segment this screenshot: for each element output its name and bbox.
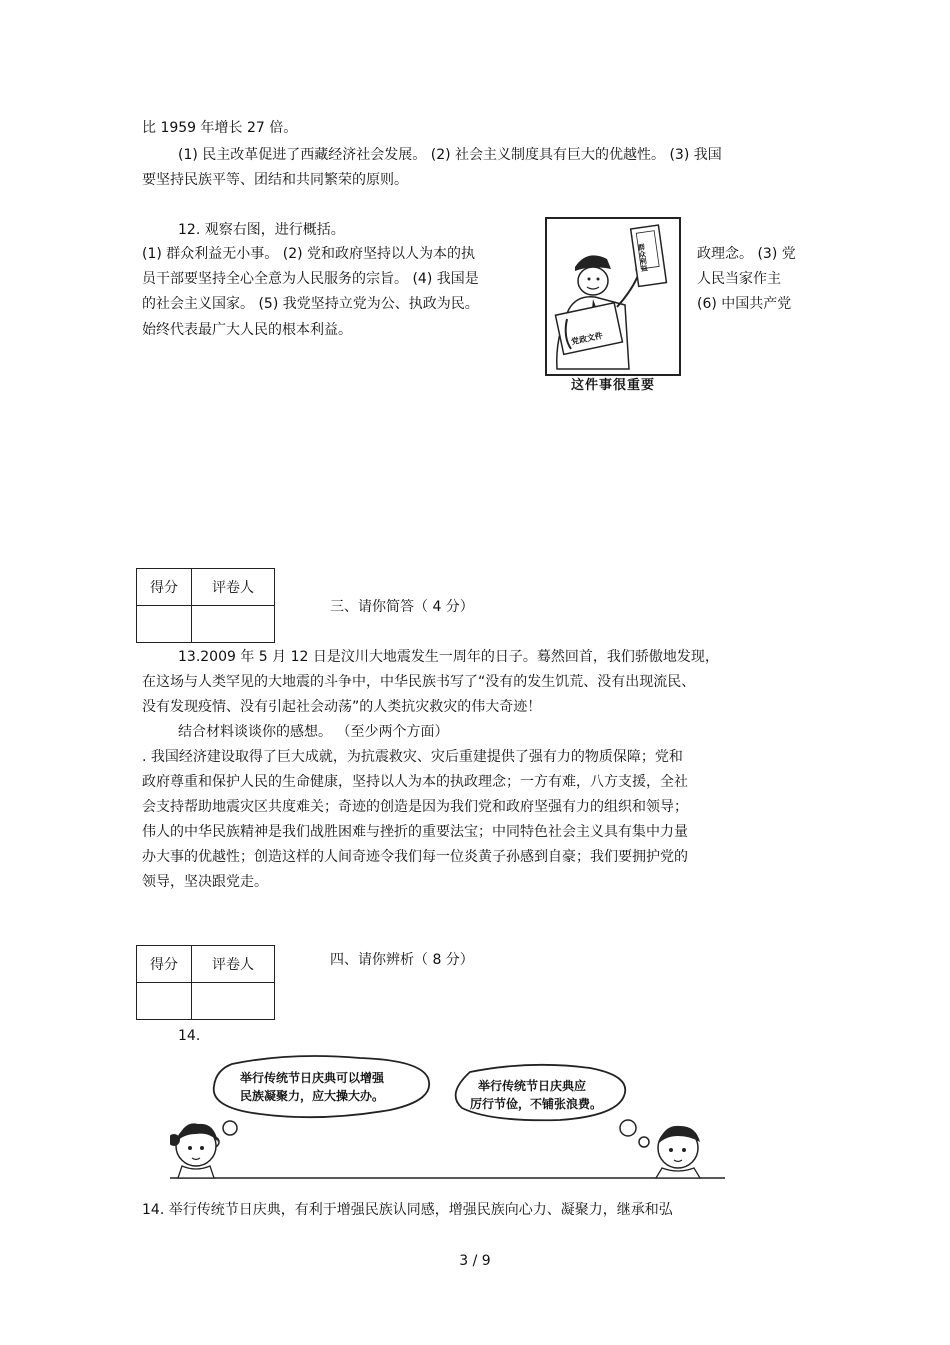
official-holding-documents-illustration <box>547 219 679 374</box>
text-line: 比 1959 年增长 27 倍。 <box>142 120 298 136</box>
boy-figure <box>656 1126 700 1178</box>
text-line: 员干部要坚持全心全意为人民服务的宗旨。 (4) 我国是 <box>142 271 479 287</box>
text-line: (6) 中国共产党 <box>697 296 792 312</box>
grader-cell <box>192 606 275 643</box>
cartoon-illustration <box>545 217 681 376</box>
bubble-left-line1: 举行传统节日庆典可以增强 <box>240 1071 385 1085</box>
answer-line: . 我国经济建设取得了巨大成就，为抗震救灾、灾后重建提供了强有力的物质保障；党和 <box>142 749 683 765</box>
page-number: 3 / 9 <box>459 1253 491 1269</box>
girl-figure <box>170 1123 218 1178</box>
cartoon-caption: 这件事很重要 <box>570 378 655 393</box>
text-line: 始终代表最广大人民的根本利益。 <box>142 322 352 338</box>
score-label: 得分 <box>137 946 192 983</box>
text-line: 的社会主义国家。 (5) 我党坚持立党为公、执政为民。 <box>142 296 479 312</box>
answer-line: 14. 举行传统节日庆典，有利于增强民族认同感，增强民族向心力、凝聚力，继承和弘 <box>142 1202 673 1218</box>
answer-line: 会支持帮助地震灾区共度难关；奇迹的创造是因为我们党和政府坚强有力的组织和领导； <box>142 799 688 815</box>
question-12-title: 12. 观察右图，进行概括。 <box>178 222 345 238</box>
answer-line: 伟人的中华民族精神是我们战胜困难与挫折的重要法宝；中同特色社会主义具有集中力量 <box>142 824 688 840</box>
text-line: 13.2009 年 5 月 12 日是汶川大地震发生一周年的日子。蓦然回首，我们骄傲地发现， <box>178 649 719 665</box>
question-14-number: 14. <box>178 1028 201 1044</box>
score-table <box>136 568 275 643</box>
section-4-heading: 四、请你辨析（ 8 分） <box>330 952 474 968</box>
answer-line: 办大事的优越性；创造这样的人间奇迹令我们每一位炎黄子孙感到自豪；我们要拥护党的 <box>142 849 688 865</box>
text-line: (1) 民主改革促进了西藏经济社会发展。 (2) 社会主义制度具有巨大的优越性。 (3) 我国 <box>178 147 722 163</box>
bubble-right-line1: 举行传统节日庆典应 <box>478 1079 587 1093</box>
text-line: 结合材料谈谈你的感想。 （至少两个方面） <box>178 724 449 740</box>
cartoon-doc1-label: 群众利益 <box>636 243 649 272</box>
score-cell <box>137 983 192 1020</box>
text-line: 政理念。 (3) 党 <box>697 246 796 262</box>
text-line: 人民当家作主 <box>697 271 781 287</box>
score-cell <box>137 606 192 643</box>
two-children-dialogue-illustration <box>170 1050 730 1185</box>
text-line: 没有发现疫情、没有引起社会动荡”的人类抗灾救灾的伟大奇迹！ <box>142 699 542 715</box>
text-line: 要坚持民族平等、团结和共同繁荣的原则。 <box>142 172 408 188</box>
bubble-right-line2: 厉行节俭，不铺张浪费。 <box>470 1097 603 1111</box>
bubble-left-line2: 民族凝聚力，应大操大办。 <box>240 1089 385 1103</box>
grader-cell <box>192 983 275 1020</box>
score-table <box>136 945 275 1020</box>
section-3-heading: 三、请你简答（ 4 分） <box>330 599 474 615</box>
cartoon-doc2-label: 党政文件 <box>570 330 604 347</box>
dialogue-illustration <box>170 1050 730 1185</box>
answer-line: 领导，坚决跟党走。 <box>142 874 268 890</box>
score-label: 得分 <box>137 569 192 606</box>
grader-label: 评卷人 <box>192 569 275 606</box>
text-line: 在这场与人类罕见的大地震的斗争中，中华民族书写了“没有的发生饥荒、没有出现流民、 <box>142 674 696 690</box>
grader-label: 评卷人 <box>192 946 275 983</box>
answer-line: 政府尊重和保护人民的生命健康，坚持以人为本的执政理念；一方有难，八方支援，全社 <box>142 774 688 790</box>
text-line: (1) 群众利益无小事。 (2) 党和政府坚持以人为本的执 <box>142 246 476 262</box>
